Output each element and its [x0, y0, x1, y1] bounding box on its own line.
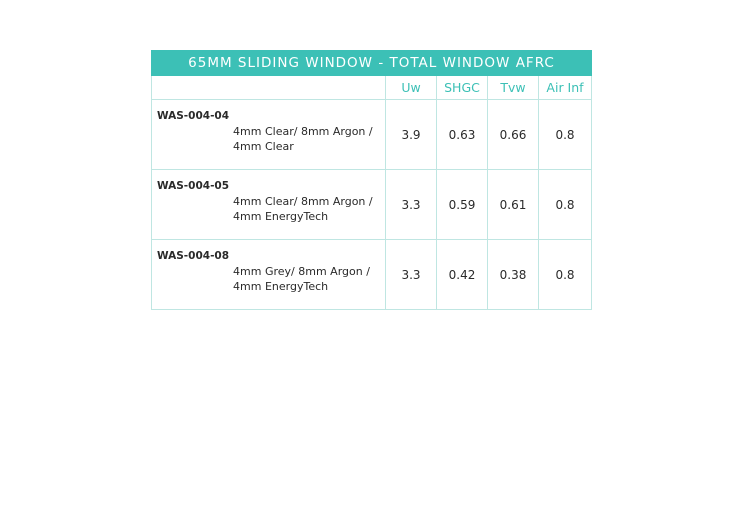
- glazing-description-line1: 4mm Clear/ 8mm Argon /: [233, 125, 373, 138]
- cell-shgc: 0.59: [437, 170, 488, 240]
- cell-uw: 3.9: [386, 100, 437, 170]
- row-label-cell: [152, 240, 386, 310]
- afrc-table: [151, 50, 592, 310]
- table-title: 65MM SLIDING WINDOW - TOTAL WINDOW AFRC: [152, 51, 592, 76]
- cell-tvw: 0.66: [488, 100, 539, 170]
- cell-shgc: 0.63: [437, 100, 488, 170]
- product-code: WAS-004-05: [157, 180, 230, 192]
- glazing-description: [233, 109, 373, 169]
- cell-tvw: 0.38: [488, 240, 539, 310]
- table-row: [152, 240, 592, 310]
- header-shgc: SHGC: [437, 76, 488, 100]
- product-code: WAS-004-08: [157, 250, 230, 262]
- table-header-row: [152, 76, 592, 100]
- header-air-inf: Air Inf: [539, 76, 592, 100]
- cell-air-inf: 0.8: [539, 170, 592, 240]
- row-label-cell: [152, 170, 386, 240]
- header-blank: [152, 76, 386, 100]
- table-title-row: [152, 51, 592, 76]
- row-label-cell: [152, 100, 386, 170]
- table-row: [152, 100, 592, 170]
- cell-uw: 3.3: [386, 240, 437, 310]
- glazing-description: [233, 179, 373, 239]
- header-uw: Uw: [386, 76, 437, 100]
- glazing-description-line1: 4mm Clear/ 8mm Argon /: [233, 195, 373, 208]
- afrc-table-container: [151, 50, 591, 310]
- glazing-description: [233, 249, 370, 309]
- cell-shgc: 0.42: [437, 240, 488, 310]
- cell-air-inf: 0.8: [539, 240, 592, 310]
- glazing-description-line2: 4mm Clear: [233, 140, 294, 153]
- cell-uw: 3.3: [386, 170, 437, 240]
- glazing-description-line2: 4mm EnergyTech: [233, 280, 329, 293]
- table-row: [152, 170, 592, 240]
- product-code: WAS-004-04: [157, 110, 230, 122]
- cell-air-inf: 0.8: [539, 100, 592, 170]
- glazing-description-line1: 4mm Grey/ 8mm Argon /: [233, 265, 370, 278]
- glazing-description-line2: 4mm EnergyTech: [233, 210, 329, 223]
- header-tvw: Tvw: [488, 76, 539, 100]
- cell-tvw: 0.61: [488, 170, 539, 240]
